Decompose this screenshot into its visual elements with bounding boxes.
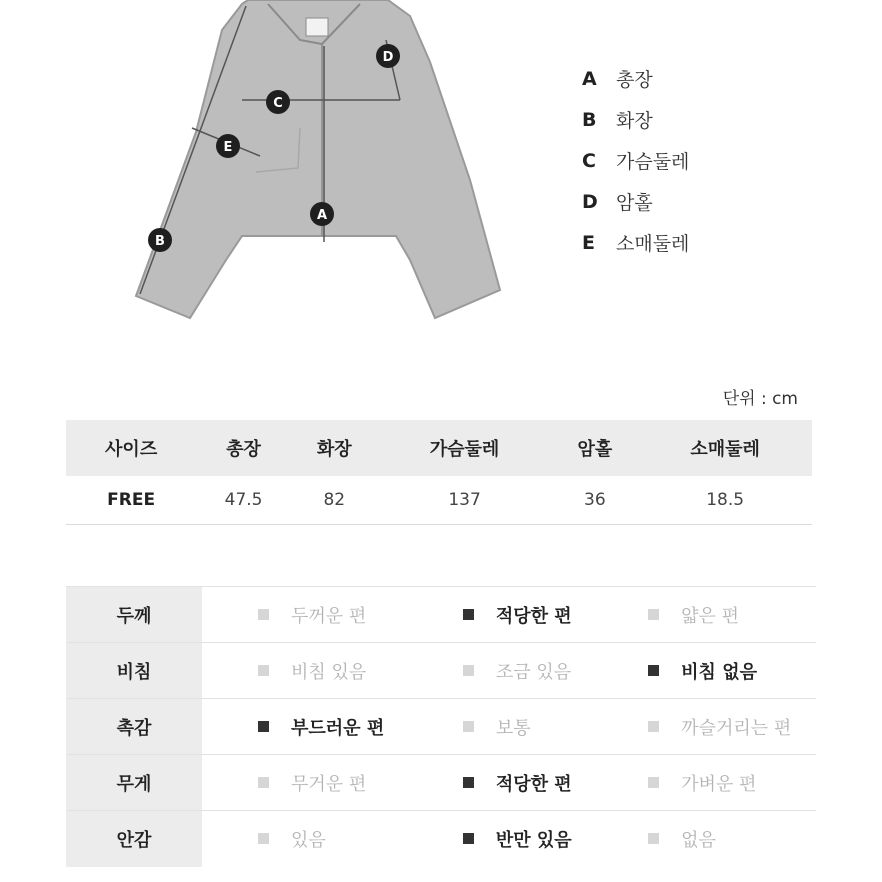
header-cell: 소매둘레 xyxy=(638,420,812,476)
fabric-properties-table xyxy=(66,586,816,867)
legend-label: 총장 xyxy=(616,69,653,91)
option-text: 가벼운 편 xyxy=(681,773,757,795)
option-square-icon xyxy=(463,609,474,620)
size-table-header xyxy=(66,420,812,476)
marker-b xyxy=(148,228,172,252)
property-option xyxy=(592,770,816,796)
property-option xyxy=(592,826,816,852)
legend-letter: C xyxy=(582,149,596,172)
neck-label-tag xyxy=(306,18,328,36)
legend-letter: A xyxy=(582,67,597,90)
property-option xyxy=(592,602,816,628)
size-cell: 36 xyxy=(551,476,638,525)
option-square-icon xyxy=(463,665,474,676)
property-label: 촉감 xyxy=(66,699,202,755)
legend-letter: E xyxy=(582,231,595,254)
option-cell xyxy=(592,699,816,755)
legend-letter: D xyxy=(582,190,598,213)
property-option xyxy=(592,658,816,684)
option-text: 얇은 편 xyxy=(681,605,740,627)
option-square-icon xyxy=(648,833,659,844)
option-cell xyxy=(202,699,407,755)
option-cell xyxy=(592,587,816,643)
marker-c xyxy=(266,90,290,114)
option-text: 무거운 편 xyxy=(291,773,367,795)
option-square-icon xyxy=(648,665,659,676)
option-square-icon xyxy=(258,609,269,620)
svg-text:A: A xyxy=(316,208,328,223)
option-square-icon xyxy=(463,833,474,844)
option-cell xyxy=(592,755,816,811)
option-cell xyxy=(407,699,592,755)
property-option xyxy=(202,770,407,796)
option-cell xyxy=(592,811,816,867)
garment-diagram xyxy=(0,0,560,340)
option-cell xyxy=(407,643,592,699)
option-text: 적당한 편 xyxy=(495,773,572,795)
option-text: 적당한 편 xyxy=(495,605,572,627)
property-row xyxy=(66,811,816,867)
marker-a xyxy=(310,202,334,226)
marker-e xyxy=(216,134,240,158)
option-square-icon xyxy=(258,777,269,788)
property-option xyxy=(407,602,592,628)
size-cell: 47.5 xyxy=(196,476,291,525)
legend-item xyxy=(582,58,689,99)
legend-label: 가슴둘레 xyxy=(616,151,690,173)
property-option xyxy=(202,714,407,740)
option-cell xyxy=(202,811,407,867)
property-option xyxy=(202,826,407,852)
property-label: 무게 xyxy=(66,755,202,811)
property-row xyxy=(66,643,816,699)
property-option xyxy=(202,602,407,628)
legend-item xyxy=(582,140,689,181)
option-cell xyxy=(407,755,592,811)
option-cell xyxy=(202,755,407,811)
option-cell xyxy=(407,811,592,867)
option-square-icon xyxy=(258,721,269,732)
svg-text:B: B xyxy=(155,234,165,249)
property-option xyxy=(202,658,407,684)
option-text: 있음 xyxy=(291,829,326,851)
property-label: 비침 xyxy=(66,643,202,699)
legend-label: 소매둘레 xyxy=(616,233,690,255)
legend-label: 화장 xyxy=(616,110,653,132)
option-text: 비침 없음 xyxy=(681,661,757,683)
property-option xyxy=(592,714,816,740)
option-text: 반만 있음 xyxy=(495,829,572,851)
option-cell xyxy=(202,643,407,699)
svg-text:E: E xyxy=(223,140,233,155)
size-cell: 137 xyxy=(378,476,552,525)
property-label: 안감 xyxy=(66,811,202,867)
size-table-row xyxy=(66,476,812,525)
option-square-icon xyxy=(463,721,474,732)
size-cell: 82 xyxy=(291,476,378,525)
option-cell xyxy=(407,587,592,643)
option-square-icon xyxy=(463,777,474,788)
option-text: 조금 있음 xyxy=(495,661,572,683)
property-option xyxy=(407,714,592,740)
legend-letter: B xyxy=(582,108,597,131)
measurement-legend xyxy=(582,58,689,263)
svg-text:D: D xyxy=(382,50,394,65)
size-cell: FREE xyxy=(66,476,196,525)
header-cell: 총장 xyxy=(196,420,291,476)
option-square-icon xyxy=(648,609,659,620)
header-cell: 가슴둘레 xyxy=(378,420,552,476)
option-text: 없음 xyxy=(681,829,716,851)
option-text: 보통 xyxy=(495,717,531,739)
svg-text:C: C xyxy=(273,96,283,111)
legend-item xyxy=(582,99,689,140)
header-cell: 사이즈 xyxy=(66,420,196,476)
property-label: 두께 xyxy=(66,587,202,643)
header-cell: 화장 xyxy=(291,420,378,476)
option-cell xyxy=(202,587,407,643)
legend-label: 암홀 xyxy=(616,192,653,214)
legend-item xyxy=(582,181,689,222)
property-option xyxy=(407,770,592,796)
option-text: 부드러운 편 xyxy=(291,717,385,739)
property-row xyxy=(66,699,816,755)
option-text: 까슬거리는 편 xyxy=(681,717,792,739)
option-text: 비침 있음 xyxy=(291,661,367,683)
property-option xyxy=(407,826,592,852)
property-row xyxy=(66,755,816,811)
option-square-icon xyxy=(258,665,269,676)
size-cell: 18.5 xyxy=(638,476,812,525)
header-cell: 암홀 xyxy=(551,420,638,476)
option-text: 두꺼운 편 xyxy=(291,605,367,627)
option-square-icon xyxy=(648,721,659,732)
size-table xyxy=(66,420,812,525)
legend-item xyxy=(582,222,689,263)
unit-label: 단위 : cm xyxy=(722,389,798,409)
marker-d xyxy=(376,44,400,68)
property-row xyxy=(66,587,816,643)
option-cell xyxy=(592,643,816,699)
option-square-icon xyxy=(258,833,269,844)
option-square-icon xyxy=(648,777,659,788)
property-option xyxy=(407,658,592,684)
jacket-silhouette xyxy=(136,0,500,318)
